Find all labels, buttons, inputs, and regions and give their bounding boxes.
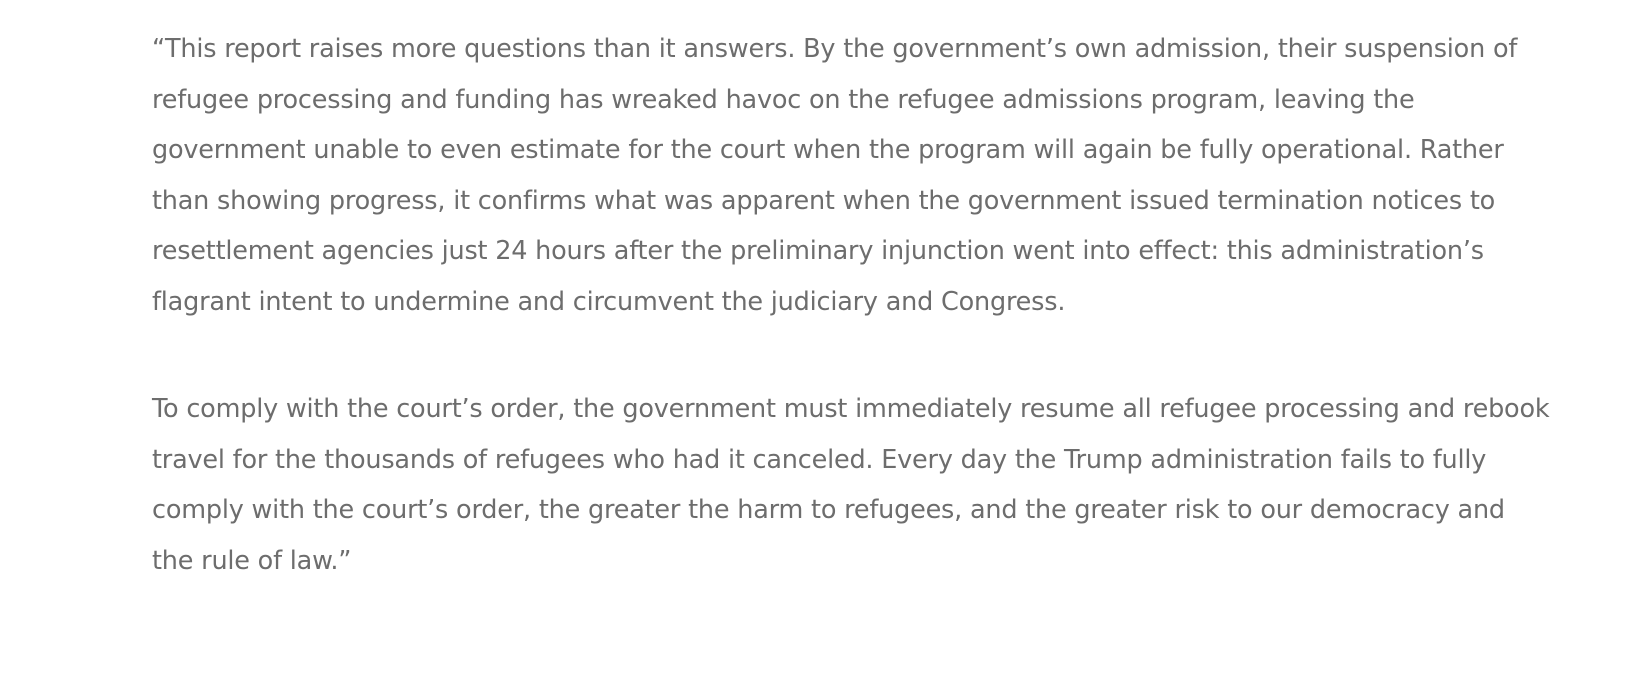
quote-block — [152, 24, 1552, 586]
quote-paragraph-1: “This report raises more questions than it answers. By the government’s own admission, their suspension of refugee processing and funding has wreaked havoc on the refugee admissions program, leaving the government unable to even estimate for the court when the program will again be fully operational. Rather than showing progress, it confirms what was apparent when the government issued termination notices to resettlement agencies just 24 hours after the preliminary injunction went into effect: this administration’s flagrant intent to undermine and circumvent the judiciary and Congress. — [152, 34, 1518, 317]
quote-paragraph-2: To comply with the court’s order, the government must immediately resume all refugee processing and rebook travel for the thousands of refugees who had it canceled. Every day the Trump administration fails to fully comply with the court’s order, the greater the harm to refugees, and the greater risk to our democracy and the rule of law.” — [152, 394, 1550, 576]
